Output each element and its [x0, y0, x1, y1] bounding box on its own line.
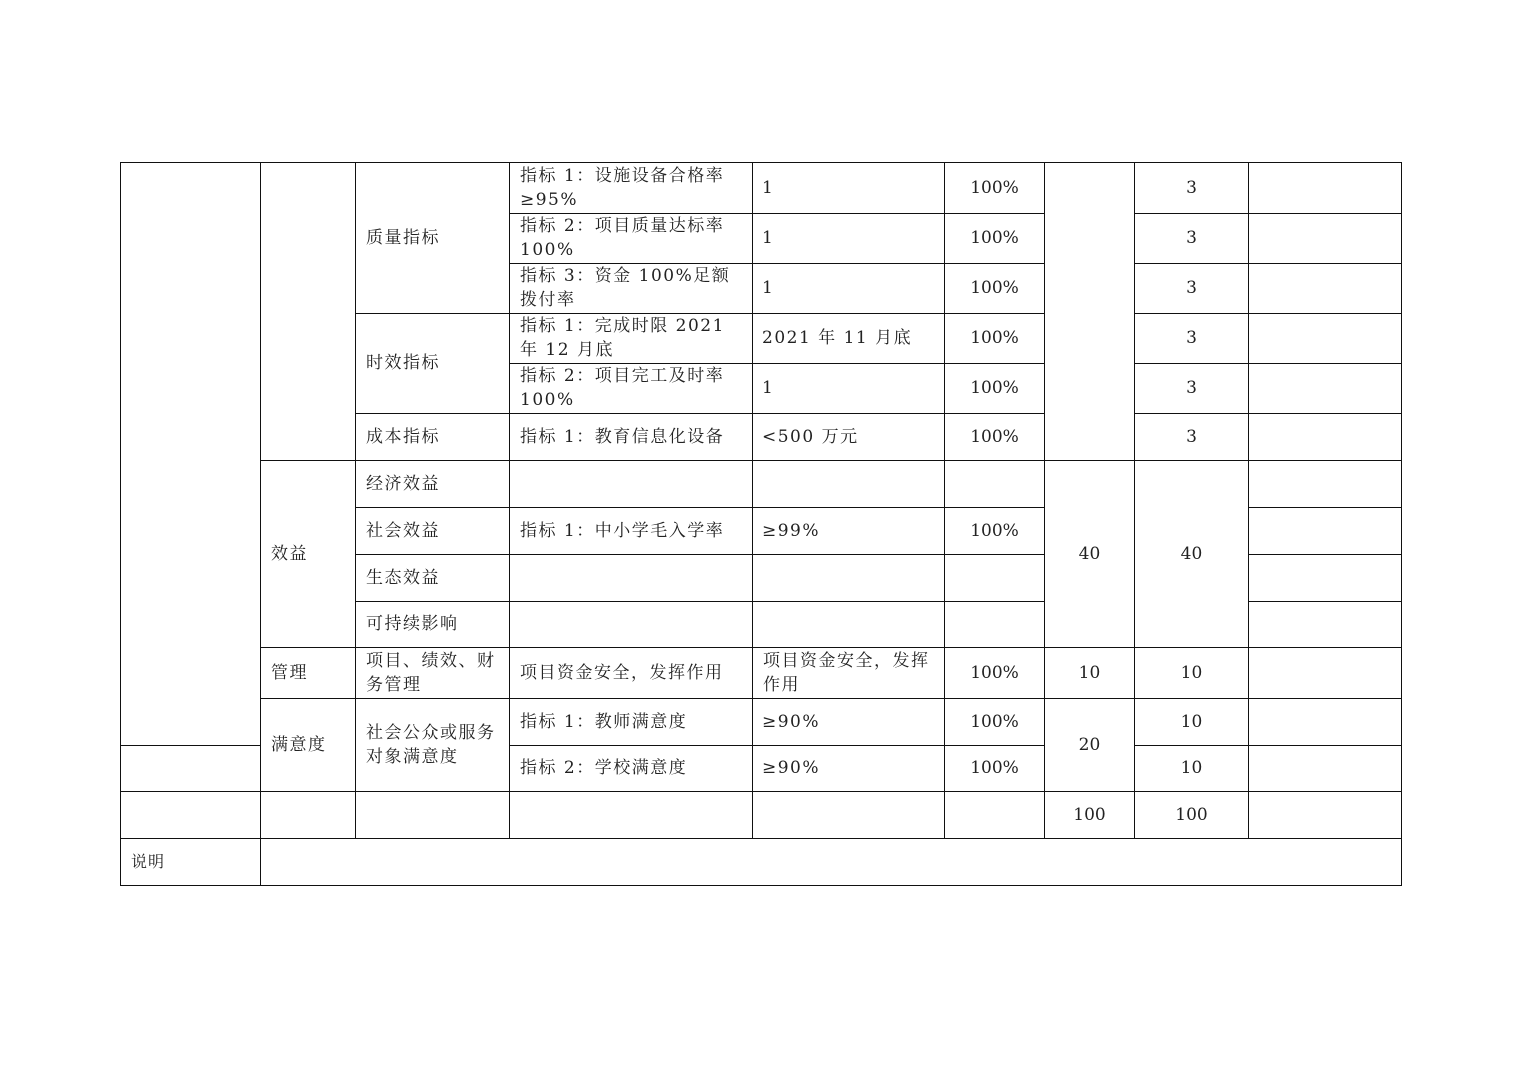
- score-cell: [1135, 698, 1248, 745]
- benefit-sub-label: 社会效益: [366, 520, 440, 541]
- total-score-cell: [1135, 791, 1248, 838]
- score-cell: [1135, 413, 1248, 460]
- category-cost-label: 成本指标: [366, 426, 440, 447]
- actual-value: 100%: [970, 520, 1019, 541]
- weight-value: 10: [1078, 662, 1101, 683]
- note-value-cell: [272, 838, 1392, 885]
- score-value: 3: [1186, 426, 1197, 447]
- score-value: 3: [1186, 378, 1197, 398]
- actual-value: 100%: [970, 278, 1019, 298]
- grid-line: [120, 162, 121, 886]
- actual-cell: [945, 507, 1044, 554]
- score-cell: [1135, 163, 1248, 213]
- actual-cell: [945, 413, 1044, 460]
- actual-cell: [945, 745, 1044, 791]
- target-value: <500 万元: [762, 426, 859, 447]
- benefit-sub-label: 经济效益: [366, 473, 440, 494]
- category-management-label: 管理: [271, 662, 308, 683]
- management-sub-cell: 项目、绩效、财务管理: [366, 651, 496, 695]
- grid-line: [1248, 554, 1402, 555]
- category-satisfaction: [271, 698, 355, 791]
- target-value: 1: [762, 228, 775, 248]
- indicator-cell: [520, 647, 748, 698]
- grid-line: [1248, 162, 1249, 839]
- score-value: 3: [1186, 278, 1197, 298]
- total-weight-value: 100: [1073, 804, 1106, 825]
- benefit-weight-cell: [1045, 460, 1134, 647]
- target-cell: [762, 507, 942, 554]
- indicator-cell: [520, 507, 748, 554]
- actual-cell: [945, 363, 1044, 413]
- score-value: 10: [1180, 758, 1203, 778]
- total-score-value: 100: [1175, 804, 1208, 825]
- satisfaction-weight-cell: [1045, 698, 1134, 791]
- total-weight-cell: [1045, 791, 1134, 838]
- category-quality: [366, 163, 506, 313]
- note-label: 说明: [131, 851, 166, 871]
- grid-line: [120, 885, 1402, 886]
- score-value: 10: [1180, 662, 1203, 683]
- indicator-text: 指标 1：中小学毛入学率: [520, 520, 725, 541]
- target-cell: 项目资金安全，发挥作用: [763, 651, 930, 695]
- actual-value: 100%: [970, 426, 1019, 447]
- benefit-sub-cell: [366, 601, 506, 647]
- grid-line: [1248, 601, 1402, 602]
- indicator-cell: [520, 698, 748, 745]
- score-cell: [1135, 647, 1248, 698]
- score-cell: [1135, 363, 1248, 413]
- score-value: 10: [1180, 711, 1203, 732]
- benefit-sub-cell: [366, 554, 506, 601]
- target-cell: [762, 698, 942, 745]
- category-management: [271, 647, 355, 698]
- category-benefit-label: 效益: [271, 543, 308, 564]
- category-timeliness-label: 时效指标: [366, 353, 440, 373]
- score-value: 3: [1186, 328, 1197, 348]
- benefit-sub-label: 生态效益: [366, 567, 440, 588]
- indicator-cell: [520, 745, 748, 791]
- target-cell: [762, 363, 942, 413]
- benefit-sub-label: 可持续影响: [366, 614, 459, 634]
- grid-line: [1248, 507, 1402, 508]
- score-cell: [1135, 313, 1248, 363]
- category-benefit: [271, 460, 355, 647]
- category-satisfaction-label: 满意度: [271, 734, 327, 755]
- actual-cell: [945, 313, 1044, 363]
- score-value: 3: [1186, 228, 1197, 248]
- grid-line: [355, 162, 356, 839]
- actual-value: 100%: [970, 178, 1019, 198]
- benefit-score-cell: [1135, 460, 1248, 647]
- indicator-cell: 指标 3：资金 100%足额拨付率: [520, 266, 731, 310]
- score-cell: [1135, 745, 1248, 791]
- weight-value: 20: [1078, 734, 1101, 755]
- actual-value: 100%: [970, 378, 1019, 398]
- indicator-cell: 指标 2：项目完工及时率 100%: [520, 366, 725, 410]
- score-value: 3: [1186, 178, 1197, 198]
- benefit-sub-cell: [366, 507, 506, 554]
- grid-line: [752, 162, 753, 839]
- actual-cell: [945, 647, 1044, 698]
- weight-value: 40: [1078, 543, 1101, 564]
- indicator-cell: 指标 2：项目质量达标率 100%: [520, 216, 725, 260]
- actual-value: 100%: [970, 228, 1019, 248]
- target-value: 1: [762, 378, 775, 398]
- indicator-text: 指标 1：教育信息化设备: [520, 426, 725, 447]
- score-cell: [1135, 263, 1248, 313]
- actual-value: 100%: [970, 662, 1019, 683]
- category-timeliness: [366, 313, 506, 413]
- grid-line: [1401, 162, 1402, 886]
- indicator-cell: [520, 413, 748, 460]
- category-quality-label: 质量指标: [366, 228, 440, 248]
- target-cell: [762, 163, 942, 213]
- indicator-cell: 指标 1：设施设备合格率≥95%: [520, 166, 725, 210]
- indicator-text: 项目资金安全，发挥作用: [520, 662, 724, 683]
- category-cost: [366, 413, 506, 460]
- target-value: 2021 年 11 月底: [762, 328, 913, 348]
- actual-value: 100%: [970, 328, 1019, 348]
- note-label-cell: [131, 838, 259, 885]
- target-cell: [762, 745, 942, 791]
- actual-value: 100%: [970, 758, 1019, 778]
- grid-line: [509, 162, 510, 839]
- weight-cell: [1045, 647, 1134, 698]
- score-cell: [1135, 213, 1248, 263]
- indicator-cell: 指标 1：完成时限 2021 年 12 月底: [520, 316, 725, 360]
- grid-line: [260, 162, 261, 886]
- actual-cell: [945, 263, 1044, 313]
- target-cell: [762, 213, 942, 263]
- target-value: 1: [762, 178, 775, 198]
- target-value: ≥90%: [762, 711, 821, 732]
- actual-cell: [945, 213, 1044, 263]
- satisfaction-sub-cell: 社会公众或服务对象满意度: [366, 723, 496, 767]
- target-value: ≥99%: [762, 520, 821, 541]
- indicator-text: 指标 2：学校满意度: [520, 758, 688, 778]
- actual-cell: [945, 698, 1044, 745]
- grid-line: [120, 745, 261, 746]
- score-value: 40: [1180, 543, 1203, 564]
- actual-value: 100%: [970, 711, 1019, 732]
- target-cell: [762, 263, 942, 313]
- target-cell: [762, 313, 942, 363]
- actual-cell: [945, 163, 1044, 213]
- target-cell: [762, 413, 942, 460]
- benefit-sub-cell: [366, 460, 506, 507]
- indicator-text: 指标 1：教师满意度: [520, 711, 688, 732]
- target-value: 1: [762, 278, 775, 298]
- target-value: ≥90%: [762, 758, 821, 778]
